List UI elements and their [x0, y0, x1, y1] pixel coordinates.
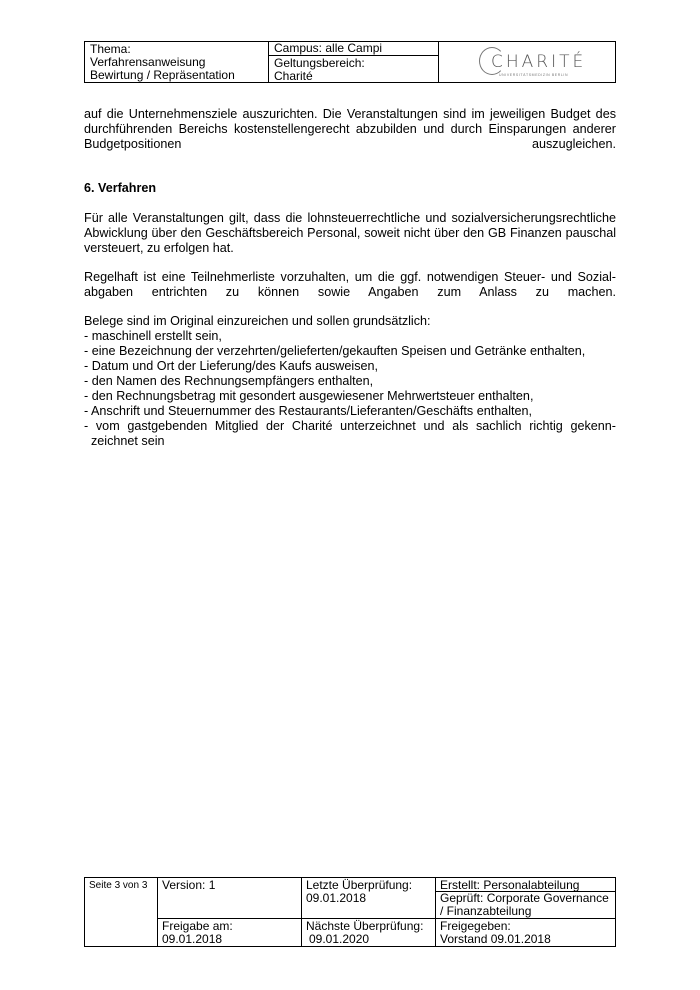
- p2-line-1: Für alle Veranstaltungen gilt, dass die lohnsteuerrechtliche und sozialversicherungsrechtliche: [84, 211, 616, 225]
- scope-value: Charité: [274, 69, 313, 83]
- reviewed-by-line-2: / Finanzabteilung: [440, 904, 532, 918]
- release-label: Freigabe am:: [162, 919, 233, 933]
- reviewed-by-line-1: Geprüft: Corporate Governance: [440, 891, 609, 905]
- header-topic-cell: [85, 42, 269, 82]
- topic-label: Thema:: [90, 42, 131, 56]
- charite-logo: [479, 45, 589, 79]
- p3-line-1: Regelhaft ist eine Teilnehmerliste vorzuhalten, um die ggf. notwendigen Steuer- und Sozial-: [84, 270, 616, 284]
- paragraph-budget: [84, 107, 616, 152]
- document-footer-table: [84, 877, 616, 947]
- list-item: - maschinell erstellt sein,: [84, 329, 222, 343]
- campus-text: Campus: alle Campi: [269, 42, 438, 56]
- p4-intro: Belege sind im Original einzureichen und sollen grundsätzlich:: [84, 314, 431, 328]
- approved-value: Vorstand 09.01.2018: [440, 932, 551, 946]
- p2-line-3: versteuert, zu erfolgen hat.: [84, 241, 234, 255]
- p1-line-1: auf die Unternehmensziele auszurichten. Die Veranstaltungen sind im jeweiligen Budget des: [84, 107, 616, 121]
- p2-line-2: Abwicklung über den Geschäftsbereich Personal, soweit nicht über den GB Finanzen pauschal: [84, 226, 616, 240]
- footer-next-review: [301, 919, 435, 946]
- topic-line-1: Verfahrensanweisung: [90, 55, 206, 69]
- header-scope-cell: [269, 42, 439, 82]
- section-heading: 6. Verfahren: [84, 181, 157, 195]
- p3-line-2: abgaben entrichten zu können sowie Angaben zum Anlass zu machen.: [84, 285, 616, 299]
- list-item: - den Namen des Rechnungsempfängers enthalten,: [84, 374, 374, 388]
- list-item-last-line-2: zeichnet sein: [91, 434, 165, 448]
- approved-label: Freigegeben:: [440, 919, 511, 933]
- logo-wordmark: CHARITÉ: [491, 52, 587, 72]
- p1-line-2: durchführenden Bereichs kostenstellengerecht abzubilden und durch Einsparungen anderer: [84, 122, 616, 136]
- topic-line-2: Bewirtung / Repräsentation: [90, 68, 235, 82]
- p1-line-3-start: Budgetpositionen: [84, 137, 182, 151]
- footer-reviewed-by: [435, 891, 615, 918]
- paragraph-receipts: [84, 314, 616, 449]
- list-item-last-line-1: - vom gastgebenden Mitglied der Charité unterzeichnet und als sachlich richtig gekenn-: [84, 419, 616, 433]
- scope-label: Geltungsbereich:: [274, 56, 365, 70]
- last-review-label: Letzte Überprüfung:: [306, 878, 413, 892]
- footer-page-number: Seite 3 von 3: [89, 880, 148, 891]
- next-review-date: 09.01.2020: [309, 932, 370, 946]
- next-review-label: Nächste Überprüfung:: [306, 919, 424, 933]
- p1-line-3-end: auszugleichen.: [531, 137, 616, 151]
- list-item: - den Rechnungsbetrag mit gesondert ausgewiesener Mehrwertsteuer enthalten,: [84, 389, 534, 403]
- footer-created-by: Erstellt: Personalabteilung: [440, 878, 580, 892]
- release-date: 09.01.2018: [162, 932, 223, 946]
- paragraph-tax-processing: [84, 211, 616, 256]
- last-review-date: 09.01.2018: [306, 891, 367, 905]
- header-logo-cell: [439, 42, 615, 82]
- list-item: - Datum und Ort der Lieferung/des Kaufs ausweisen,: [84, 359, 379, 373]
- list-item: - Anschrift und Steuernummer des Restaurants/Lieferanten/Geschäfts enthalten,: [84, 404, 533, 418]
- paragraph-participant-list: [84, 270, 616, 300]
- footer-release-date: [157, 919, 301, 946]
- p1-line-3: [84, 137, 616, 152]
- footer-last-review: [301, 878, 435, 905]
- footer-version: Version: 1: [162, 878, 216, 892]
- list-item: - eine Bezeichnung der verzehrten/gelieferten/gekauften Speisen und Getränke enthalten,: [84, 344, 586, 358]
- document-header-table: [84, 41, 616, 83]
- logo-subtitle: UNIVERSITÄTSMEDIZIN BERLIN: [499, 73, 569, 77]
- footer-approved-by: [435, 919, 615, 946]
